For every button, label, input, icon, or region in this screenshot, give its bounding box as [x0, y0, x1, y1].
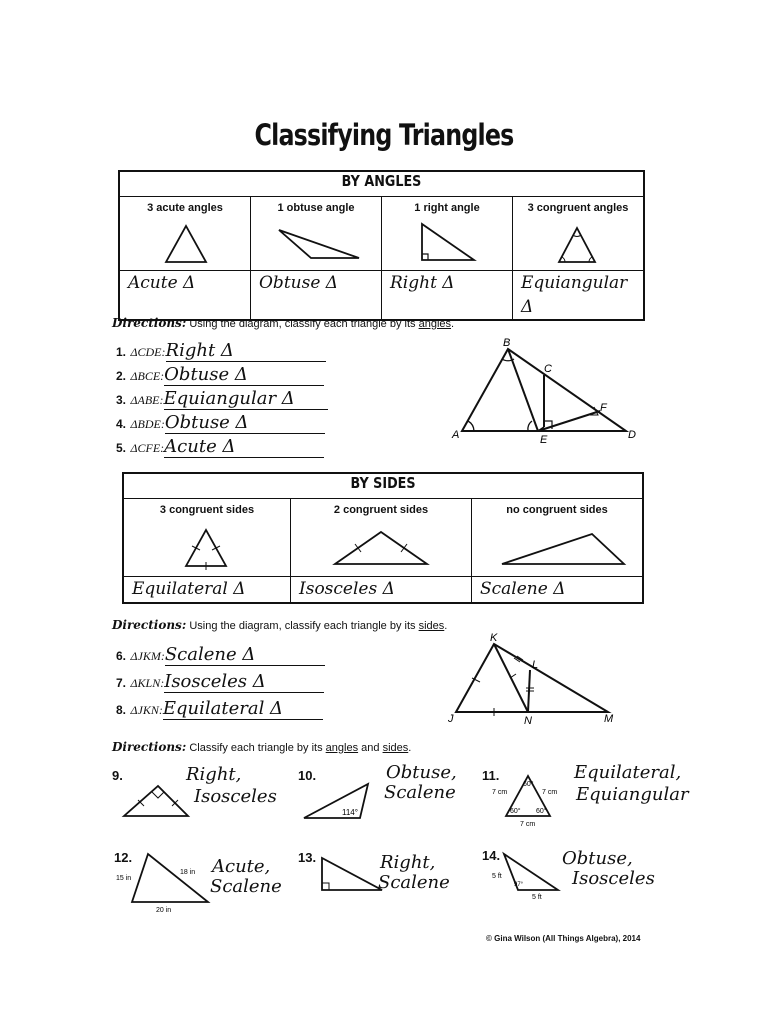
problem-answer-line2: Scalene — [378, 872, 450, 893]
sides-diagram — [440, 630, 630, 730]
list-item — [116, 412, 346, 436]
answer-obtuse: Obtuse Δ — [251, 271, 382, 321]
problem-num: 10. — [298, 768, 317, 783]
label-n: N — [524, 715, 532, 727]
directions-keyword-angles: angles — [325, 742, 359, 754]
q-answer: Equiangular Δ — [164, 388, 328, 410]
angles-questions — [116, 340, 346, 460]
directions-end: . — [408, 742, 412, 754]
directions-keyword-sides: sides — [382, 742, 409, 754]
by-sides-heading: BY SIDES — [162, 473, 604, 499]
right-triangle-figure — [382, 214, 512, 264]
label-l: L — [532, 659, 539, 671]
answer-scalene: Scalene Δ — [472, 577, 644, 603]
q-triangle: ΔBDE: — [130, 417, 165, 431]
q-num: 7. — [116, 676, 127, 690]
q-answer: Obtuse Δ — [165, 412, 325, 434]
list-item — [116, 340, 346, 364]
directions-keyword: angles — [418, 318, 452, 330]
q-num: 6. — [116, 649, 127, 663]
problem-answer-line1: Obtuse, — [386, 762, 457, 783]
problem-answer-line1: Right, — [380, 852, 436, 873]
label-c: C — [544, 363, 552, 375]
q-answer: Scalene Δ — [165, 644, 325, 666]
problem-10-figure — [298, 780, 388, 824]
col-header: 1 right angle — [414, 202, 480, 214]
directions-label: Directions: — [112, 618, 187, 632]
by-sides-table — [122, 472, 644, 604]
by-angles-heading: BY ANGLES — [158, 171, 604, 197]
q-triangle: ΔJKM: — [130, 649, 165, 663]
directions-text: Using the diagram, classify each triangle by its — [189, 318, 416, 330]
problem-answer-line1: Acute, — [212, 856, 271, 877]
side-base: 5 ft — [532, 894, 542, 901]
list-item — [116, 388, 346, 412]
angle-right: 60° — [536, 808, 547, 815]
q-triangle: ΔCDE: — [130, 345, 166, 359]
label-a: A — [452, 429, 460, 441]
list-item — [116, 644, 346, 671]
angles-diagram — [440, 335, 650, 450]
side-left: 15 in — [116, 875, 132, 882]
q-num: 5. — [116, 441, 127, 455]
obtuse-triangle-figure — [251, 214, 381, 264]
acute-triangle-figure — [120, 214, 250, 264]
problem-11-figure — [490, 770, 572, 830]
page-title: Classifying Triangles — [254, 118, 514, 152]
label-e: E — [540, 434, 548, 446]
problem-num: 9. — [112, 768, 123, 783]
label-f: F — [600, 402, 607, 414]
problem-9-figure — [120, 780, 200, 822]
q-num: 1. — [116, 345, 127, 359]
side-left: 5 ft — [492, 873, 502, 880]
problem-answer-line1: Equilateral, — [574, 762, 682, 783]
q-answer: Equilateral Δ — [163, 698, 323, 720]
isosceles-triangle-figure — [291, 516, 471, 570]
directions-label: Directions: — [112, 740, 187, 754]
label-k: K — [490, 632, 498, 644]
label-m: M — [604, 713, 614, 725]
directions-end: . — [444, 620, 448, 632]
equilateral-triangle-figure — [124, 516, 290, 570]
directions-both — [112, 740, 411, 754]
by-angles-table — [118, 170, 645, 321]
scalene-cell — [472, 499, 644, 577]
directions-sides — [112, 618, 447, 632]
label-d: D — [628, 429, 636, 441]
q-answer: Isosceles Δ — [164, 671, 324, 693]
problem-answer-line2: Scalene — [384, 782, 456, 803]
q-num: 2. — [116, 369, 127, 383]
angle-left: 60° — [510, 808, 521, 815]
equilateral-cell — [123, 499, 291, 577]
directions-text: Using the diagram, classify each triangle by its — [189, 620, 416, 632]
answer-right: Right Δ — [382, 271, 513, 321]
col-header: 3 acute angles — [147, 202, 223, 214]
q-num: 3. — [116, 393, 127, 407]
problem-answer-line2: Scalene — [210, 876, 282, 897]
obtuse-cell — [251, 197, 382, 271]
directions-keyword: sides — [418, 620, 445, 632]
problem-answer-line1: Right, — [186, 764, 242, 785]
problem-num: 14. — [482, 848, 501, 863]
acute-cell — [119, 197, 251, 271]
side-left: 7 cm — [492, 789, 508, 796]
angle-label: 114° — [342, 808, 358, 817]
q-answer: Right Δ — [166, 340, 326, 362]
q-num: 4. — [116, 417, 127, 431]
problem-num: 13. — [298, 850, 317, 865]
q-triangle: ΔCFE: — [130, 441, 165, 455]
list-item — [116, 671, 346, 698]
problem-answer-line2: Isosceles — [572, 868, 655, 889]
col-header: 3 congruent sides — [159, 504, 255, 516]
col-header: 1 obtuse angle — [277, 202, 355, 214]
problem-answer-line2: Isosceles — [194, 786, 277, 807]
problem-answer-line1: Obtuse, — [562, 848, 633, 869]
scalene-triangle-figure — [472, 516, 642, 570]
q-num: 8. — [116, 703, 127, 717]
label-b: B — [503, 337, 511, 349]
side-base: 20 in — [156, 907, 172, 914]
q-triangle: ΔABE: — [130, 393, 164, 407]
q-triangle: ΔBCE: — [130, 369, 165, 383]
list-item — [116, 698, 346, 725]
copyright: © Gina Wilson (All Things Algebra), 2014 — [486, 934, 641, 943]
angle-top: 60° — [523, 781, 534, 788]
directions-mid: and — [361, 742, 380, 754]
col-header: 2 congruent sides — [333, 504, 429, 516]
col-header: no congruent sides — [506, 504, 608, 516]
equiangular-cell — [513, 197, 645, 271]
problem-num: 12. — [114, 850, 133, 865]
equiangular-triangle-figure — [513, 214, 643, 264]
isosceles-cell — [291, 499, 472, 577]
problem-num: 11. — [482, 768, 500, 783]
answer-equilateral: Equilateral Δ — [123, 577, 291, 603]
directions-label: Directions: — [112, 316, 187, 330]
side-right: 7 cm — [542, 789, 558, 796]
answer-isosceles: Isosceles Δ — [291, 577, 472, 603]
q-answer: Obtuse Δ — [164, 364, 324, 386]
side-base: 7 cm — [520, 821, 536, 828]
col-header: 3 congruent angles — [527, 202, 629, 214]
directions-text: Classify each triangle by its — [189, 742, 323, 754]
problem-answer-line2: Equiangular — [576, 784, 689, 805]
right-cell — [382, 197, 513, 271]
list-item — [116, 436, 346, 460]
directions-end: . — [451, 318, 455, 330]
sides-questions — [116, 644, 346, 725]
angle-label: 97° — [514, 882, 524, 888]
side-right: 18 in — [180, 869, 196, 876]
q-triangle: ΔKLN: — [130, 676, 165, 690]
q-answer: Acute Δ — [164, 436, 324, 458]
list-item — [116, 364, 346, 388]
answer-acute: Acute Δ — [119, 271, 251, 321]
problem-14-figure — [490, 850, 566, 902]
answer-equiangular: Equiangular Δ — [513, 271, 645, 321]
directions-angles — [112, 316, 454, 330]
problem-12-figure — [114, 850, 214, 916]
q-triangle: ΔJKN: — [130, 703, 163, 717]
label-j: J — [448, 713, 454, 725]
